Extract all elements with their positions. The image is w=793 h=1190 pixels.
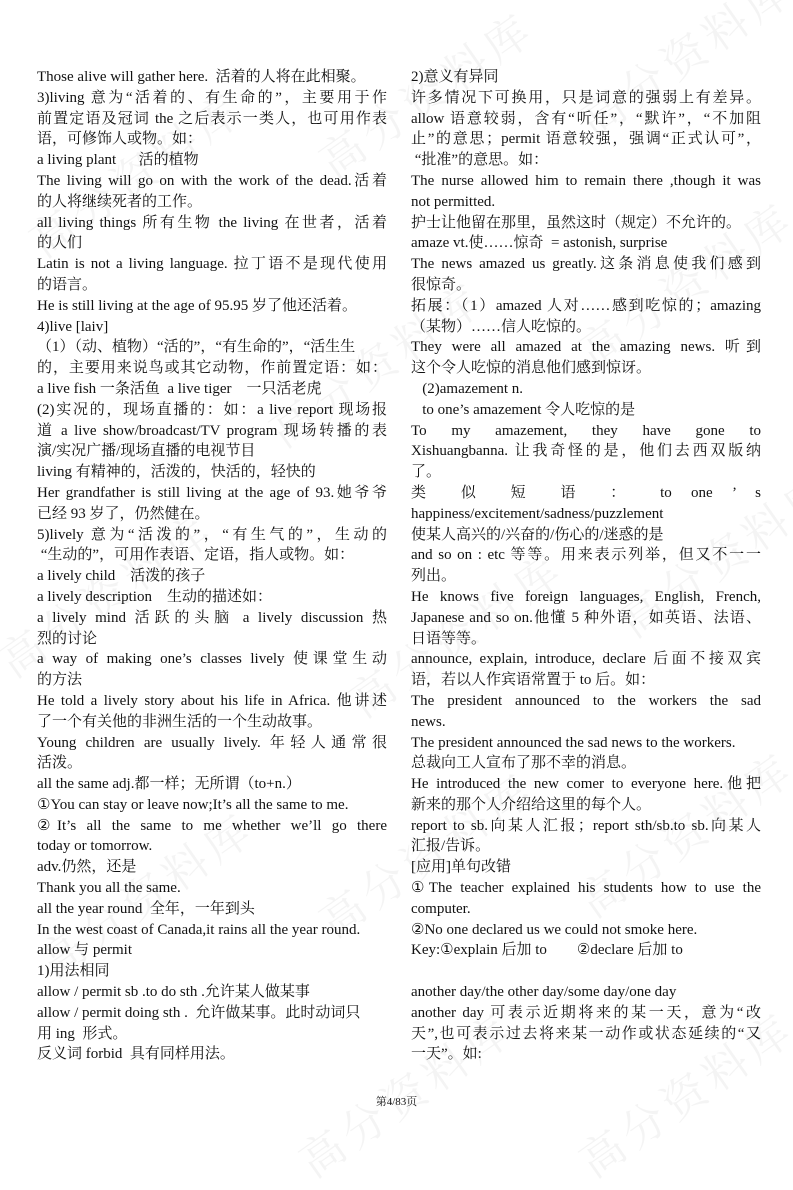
text-line: 演/实况广播/现场直播的电视节目: [37, 443, 256, 460]
text-line: allow / permit sb .to do sth .允许某人做某事: [37, 984, 310, 1001]
text-line: 日语等等。: [411, 630, 487, 647]
text-line: 前置定语及冠词 the 之后表示一类人，也可用作表: [37, 110, 387, 127]
text-line: 了。: [411, 464, 442, 481]
text-line: 很惊奇。: [411, 276, 472, 293]
text-line: news.: [411, 713, 446, 730]
text-line: The living will go on with the work of the dead.活着: [37, 172, 387, 189]
text-line: [411, 961, 761, 982]
text-line: all living things 所有生物 the living 在世者，活着: [37, 214, 387, 231]
text-line: 烈的讨论: [37, 630, 98, 647]
page-number: 第4/83页: [375, 1096, 418, 1108]
text-line: announce, explain, introduce, declare 后面不接双宾: [411, 651, 761, 668]
right-column: [411, 67, 761, 1065]
text-line: 天”,也可表示过去将来某一动作或状态延续的“又: [411, 1025, 761, 1042]
text-line: happiness/excitement/sadness/puzzlement: [411, 505, 664, 522]
text-line: 新来的那个人介绍给这里的每个人。: [411, 796, 652, 813]
text-line: ②It’s all the same to me whether we’ll go there: [37, 817, 387, 834]
text-line: The president announced the sad news to the workers.: [411, 734, 736, 751]
text-line: 的语言。: [37, 276, 98, 293]
text-line: 的人将继续死者的工作。: [37, 193, 203, 210]
text-line: 4)live [laiv]: [37, 318, 109, 335]
text-line: 一天”。如:: [411, 1046, 482, 1063]
text-line: Young children are usually lively. 年轻人通常很: [37, 734, 387, 751]
text-line: 道 a live show/broadcast/TV program 现场转播的表: [37, 422, 387, 439]
text-line: Those alive will gather here. 活着的人将在此相聚。: [37, 69, 366, 85]
text-line: 反义词 forbid 具有同样用法。: [37, 1046, 235, 1063]
text-line: They were all amazed at the amazing news. 听到: [411, 339, 761, 356]
text-line: 已经 93 岁了，仍然健在。: [37, 505, 210, 522]
text-line: Her grandfather is still living at the age of 93.她爷爷: [37, 484, 387, 501]
text-line: another day/the other day/some day/one day: [411, 984, 677, 1001]
text-line: The news amazed us greatly.这条消息使我们感到: [411, 256, 761, 273]
text-line: 用 ing 形式。: [37, 1025, 128, 1042]
text-line: “批准”的意思。如：: [411, 152, 549, 169]
text-line: (2)实况的，现场直播的：如：a live report 现场报: [37, 401, 387, 418]
text-line: 了一个有关他的非洲生活的一个生动故事。: [37, 713, 323, 730]
text-line: Latin is not a living language. 拉丁语不是现代使用: [37, 256, 387, 273]
text-line: He told a lively story about his life in Africa. 他讲述: [37, 692, 387, 709]
text-line: a lively mind 活跃的头脑 a lively discussion 热: [37, 609, 387, 626]
text-line: 许多情况下可换用，只是词意的强弱上有差异。: [411, 89, 761, 106]
text-line: allow 与 permit: [37, 942, 132, 959]
text-line: Japanese and so on.他懂 5 种外语，如英语、法语、: [411, 609, 761, 626]
text-line: 类 似 短 语 ： to one ’ s: [411, 484, 761, 501]
text-line: all the same adj.都一样；无所谓（to+n.）: [37, 776, 301, 793]
text-line: ②No one declared us we could not smoke here.: [411, 921, 698, 938]
text-line: 3)living 意为“活着的、有生命的”，主要用于作: [37, 89, 387, 106]
left-column: [37, 67, 387, 1065]
text-line: 止”的意思；permit 语意较强，强调“正式认可”，: [411, 131, 761, 148]
text-line: 汇报/告诉。: [411, 838, 491, 855]
text-line: Key:①explain 后加 to ②declare 后加 to: [411, 942, 683, 959]
text-line: not permitted.: [411, 193, 496, 210]
text-line: To my amazement, they have gone to: [411, 422, 761, 439]
text-line: living 有精神的，活泼的，快活的，轻快的: [37, 464, 316, 481]
text-line: The nurse allowed him to remain there ,though it was: [411, 172, 761, 189]
text-line: 5)lively 意为“活泼的”，“有生气的”，生动的: [37, 526, 387, 543]
text-line: 2)意义有异同: [411, 69, 499, 85]
text-line: 的方法: [37, 672, 83, 689]
text-line: 使某人高兴的/兴奋的/伤心的/迷惑的是: [411, 526, 664, 543]
text-line: a live fish 一条活鱼 a live tiger 一只活老虎: [37, 380, 322, 397]
text-line: He knows five foreign languages, English, French,: [411, 588, 761, 605]
text-line: today or tomorrow.: [37, 838, 153, 855]
text-line: 1)用法相同: [37, 963, 110, 980]
text-line: ①The teacher explained his students how to use the: [411, 880, 761, 897]
text-line: 总裁向工人宣布了那不幸的消息。: [411, 755, 637, 772]
text-line: 这个令人吃惊的消息他们感到惊讶。: [411, 360, 652, 377]
text-line: The president announced to the workers the sad: [411, 692, 761, 709]
text-line: a lively description 生动的描述如：: [37, 588, 272, 605]
text-line: Xishuangbanna. 让我奇怪的是，他们去西双版纳: [411, 443, 761, 460]
text-line: 活泼。: [37, 755, 83, 772]
text-line: to one’s amazement 令人吃惊的是: [411, 401, 636, 418]
text-line: [应用]单句改错: [411, 859, 511, 876]
text-line: “生动的”，可用作表语、定语，指人或物。如：: [37, 547, 355, 564]
text-line: another day 可表示近期将来的某一天，意为“改: [411, 1004, 761, 1021]
text-line: Thank you all the same.: [37, 880, 181, 897]
text-line: a lively child 活泼的孩子: [37, 568, 206, 585]
text-line: 语，可修饰人或物。如：: [37, 131, 203, 148]
text-line: computer.: [411, 900, 471, 917]
text-line: (2)amazement n.: [411, 380, 524, 397]
text-line: 列出。: [411, 568, 457, 585]
text-line: In the west coast of Canada,it rains all the year round.: [37, 921, 361, 938]
text-line: and so on : etc 等等。用来表示列举，但又不一一: [411, 547, 761, 564]
text-line: all the year round 全年，一年到头: [37, 900, 255, 917]
text-line: 护士让他留在那里，虽然这时（规定）不允许的。: [411, 214, 742, 231]
text-line: 的人们: [37, 235, 83, 252]
text-line: allow / permit doing sth . 允许做某事。此时动词只: [37, 1004, 361, 1021]
text-line: 的，主要用来说鸟或其它动物，作前置定语：如：: [37, 360, 387, 377]
text-line: He introduced the new comer to everyone here.他把: [411, 776, 761, 793]
text-line: allow 语意较弱，含有“听任”，“默许”，“不加阻: [411, 110, 761, 127]
text-line: ①You can stay or leave now;It’s all the same to me.: [37, 796, 349, 813]
text-line: 拓展：（1）amazed 人对……感到吃惊的；amazing: [411, 297, 761, 314]
text-line: He is still living at the age of 95.95 岁了他还活着。: [37, 297, 357, 314]
text-line: 语，若以人作宾语常置于 to 后。如：: [411, 672, 656, 689]
text-line: adv.仍然，还是: [37, 859, 137, 876]
text-line: （某物）……信人吃惊的。: [411, 318, 592, 335]
text-line: a living plant 活的植物: [37, 152, 199, 169]
text-line: amaze vt.使……惊奇 = astonish, surprise: [411, 235, 668, 252]
text-line: a way of making one’s classes lively 使课堂生动: [37, 651, 387, 668]
text-line: （1）（动、植物）“活的”，“有生命的”，“活生生: [37, 339, 356, 356]
text-line: report to sb.向某人汇报；report sth/sb.to sb.向某人: [411, 817, 761, 834]
